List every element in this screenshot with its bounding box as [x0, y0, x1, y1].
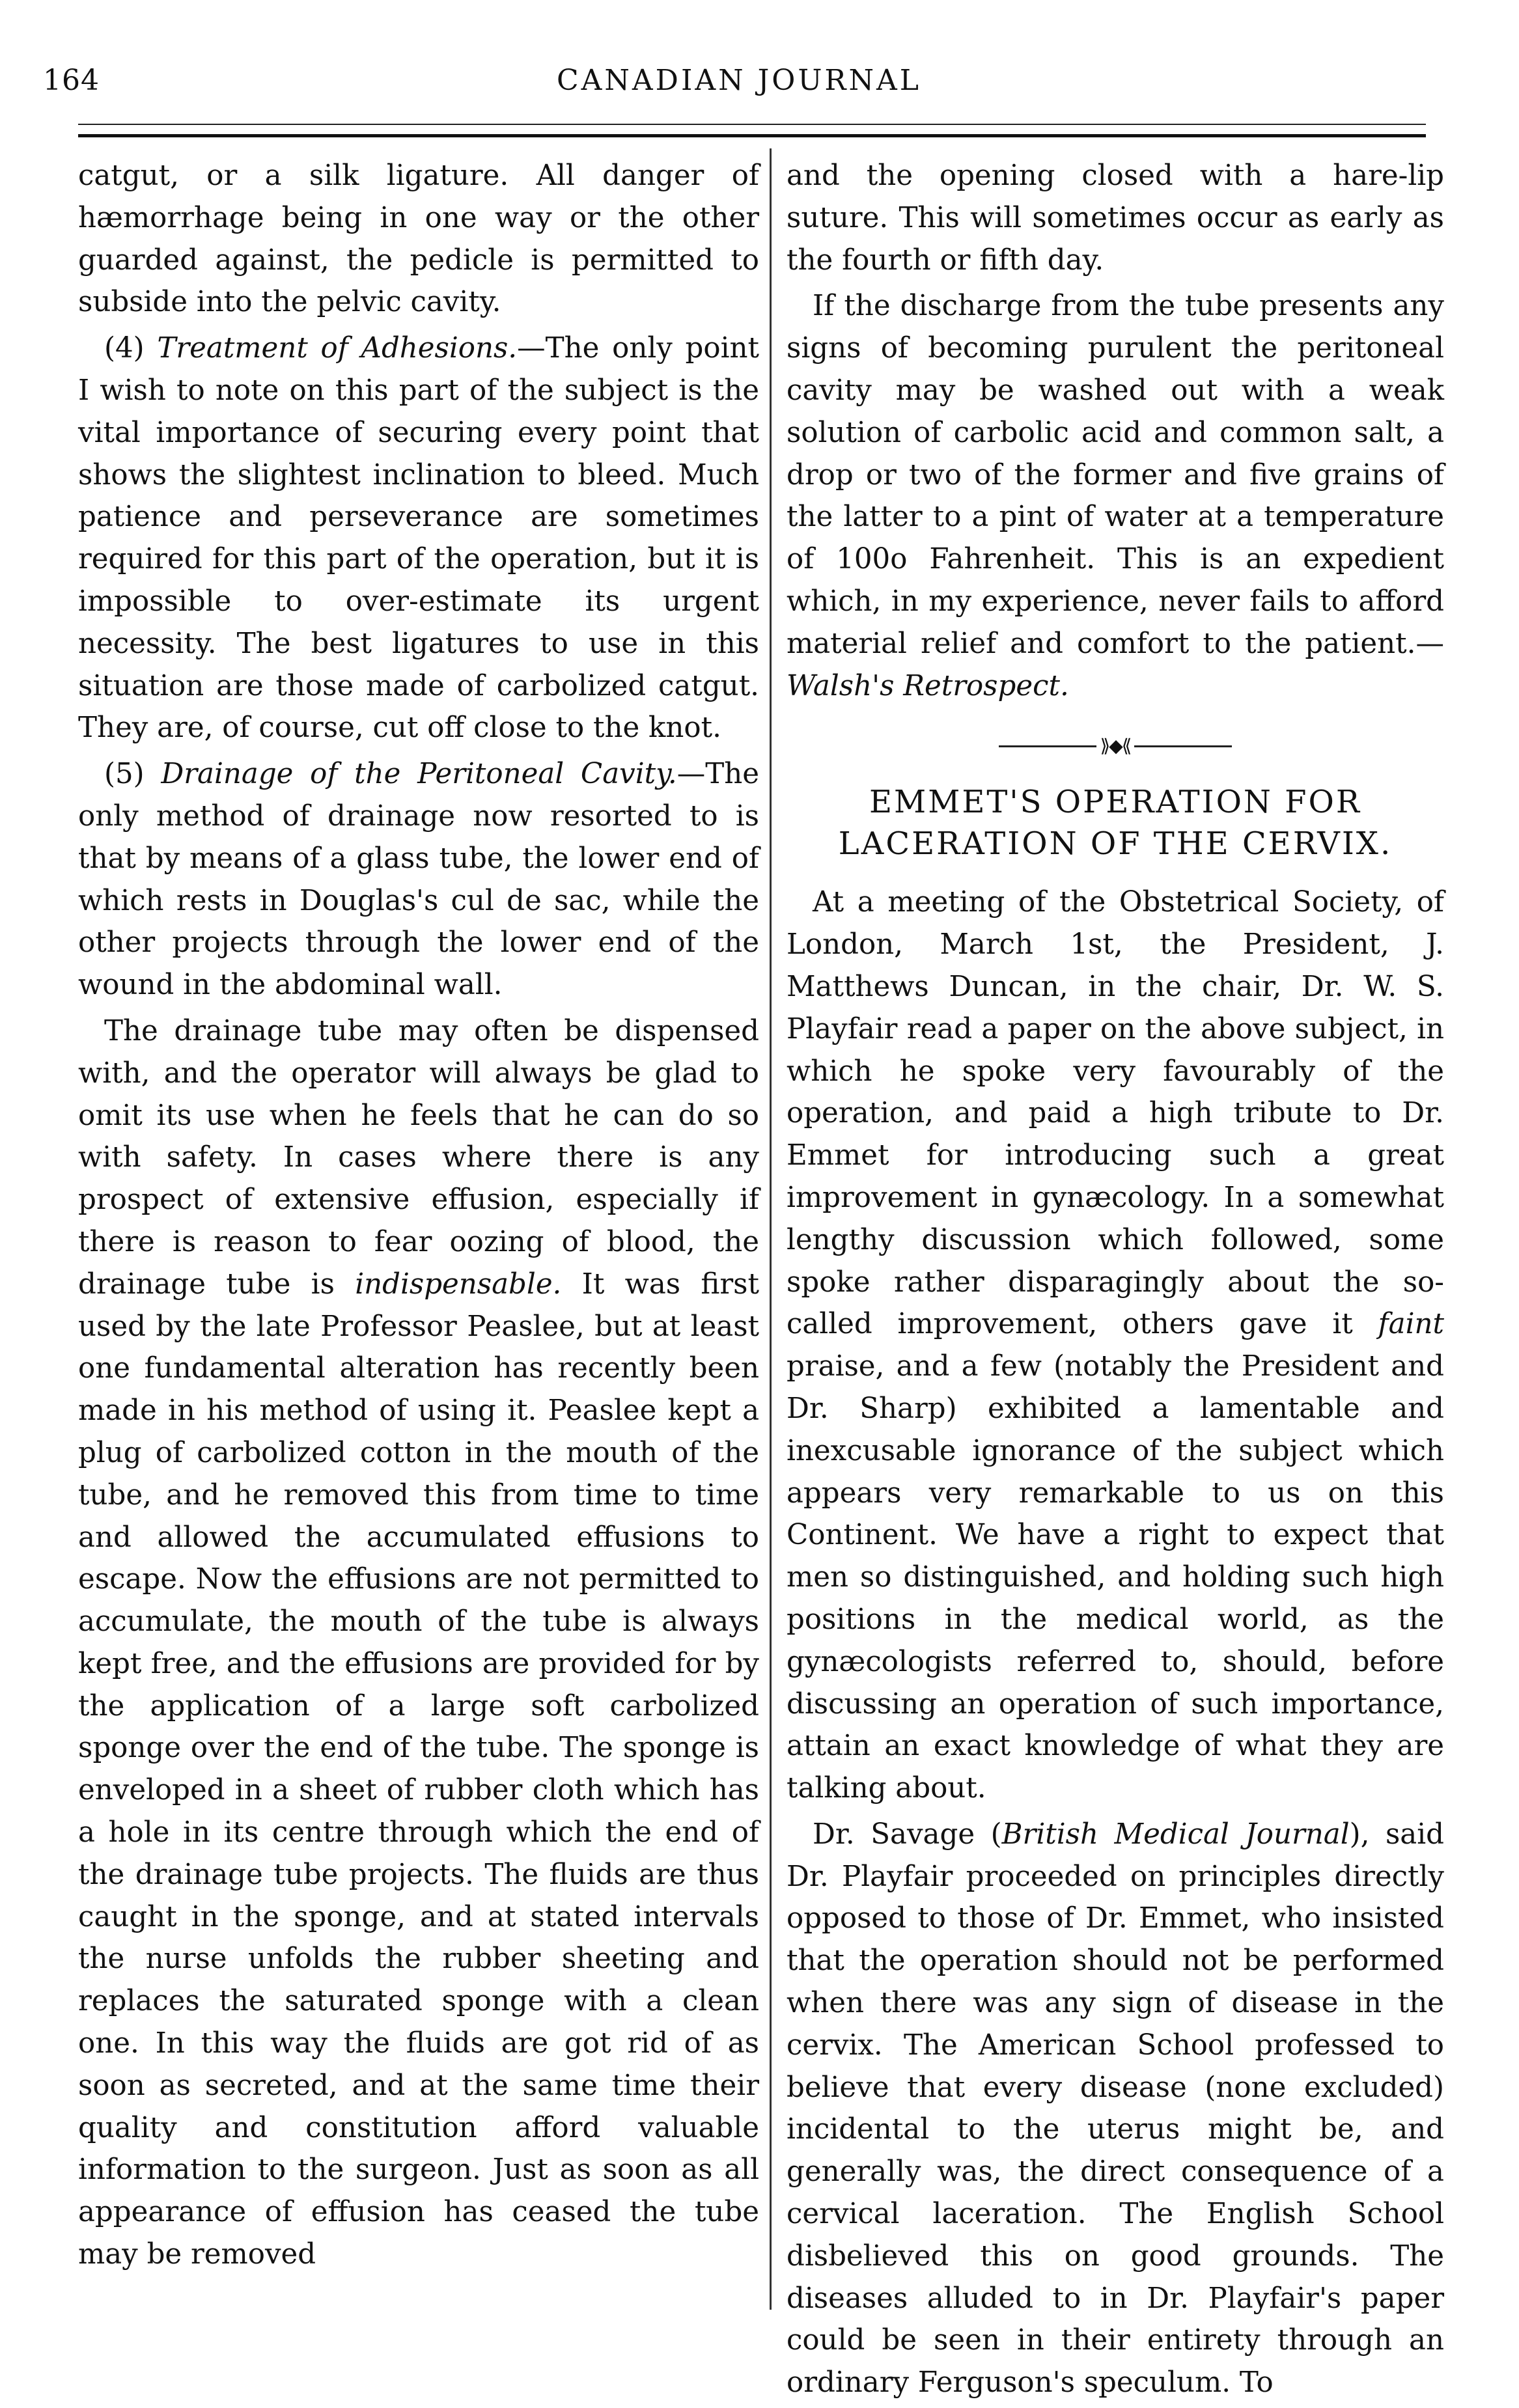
- section-number: (5): [104, 758, 161, 791]
- header-rule-thin: [78, 124, 1426, 125]
- paragraph-body: —The only method of drainage now resorted to is that by means of a glass tube, the lower end of which rests in Douglas's cul de sac, while the other projects through the lower end of the wound in the abdominal wall.: [78, 758, 759, 1002]
- article-title: EMMET'S OPERATION FOR LACERATION OF THE CERVIX.: [838, 784, 1393, 863]
- section-number: (4): [104, 332, 158, 365]
- section-ornament: [787, 727, 1444, 766]
- paragraph-text: It was first used by the late Professor Peaslee, but at least one fundamental alteration has recently been made in his method of using it. Peaslee kept a plug of carbolized cotton in the mouth of the tube, and he removed this from time to time and allowed the accumulated effusions to escape. Now the effusions are not permitted to accumulate, the mouth of the tube is always kept free, and the effusions are provided for by the application of a large soft carbolized sponge over the end of the tube. The sponge is enveloped in a sheet of rubber cloth which has a hole in its centre through which the end of the drainage tube projects. The fluids are thus caught in the sponge, and at stated intervals the nurse unfolds the rubber sheeting and replaces the saturated sponge with a clean one. In this way the fluids are got rid of as soon as secreted, and at the same time their quality and constitution afford valuable information to the surgeon. Just as soon as all appearance of effusion has ceased the tube may be removed: [78, 1267, 759, 2271]
- paragraph: and the opening closed with a hare-lip suture. This will sometimes occur as early as the fourth or fifth day.: [787, 159, 1444, 277]
- paragraph-discharge: [787, 285, 1444, 707]
- ornament-line: [999, 745, 1096, 747]
- paragraph-drainage: [78, 753, 759, 1006]
- paragraph-text: At a meeting of the Obstetrical Society, of London, March 1st, the President, J. Matthews Duncan, in the chair, Dr. W. S. Playfair read a paper on the above subject, in which he spoke very favourably of the operation, and paid a high tribute to Dr. Emmet for introducing such a great improvement in gynæcology. In a somewhat lengthy discussion which followed, some spoke rather disparagingly about the so-called improvement, others gave it: [787, 886, 1444, 1341]
- ornament-icon: ⟫◆⟪: [1100, 734, 1131, 756]
- source-citation: Walsh's Retrospect.: [787, 669, 1069, 702]
- right-column: [787, 155, 1444, 2408]
- left-column: [78, 155, 759, 2280]
- running-title: CANADIAN JOURNAL: [556, 64, 922, 97]
- section-heading: Drainage of the Peritoneal Cavity.: [161, 758, 677, 791]
- page-header: [39, 64, 1439, 109]
- header-rule-thick: [78, 134, 1426, 137]
- paragraph-adhesions: [78, 327, 759, 749]
- paragraph-text: ), said Dr. Playfair proceeded on principles directly opposed to those of Dr. Emmet, who insisted that the operation should not be performed when there was any sign of disease in the cervix. The American School professed to believe that every disease (none excluded) incidental to the uterus might be, and generally was, the direct consequence of a cervical laceration. The English School disbelieved this on good grounds. The diseases alluded to in Dr. Playfair's paper could be seen in their entirety through an ordinary Ferguson's speculum. To: [787, 1818, 1444, 2400]
- paragraph-text: The drainage tube may often be dispensed with, and the operator will always be glad to omit its use when he feels that he can do so with safety. In cases where there is any prospect of extensive effusion, especially if there is reason to fear oozing of blood, the drainage tube is: [78, 1014, 759, 1301]
- paragraph-text: Dr. Savage (: [813, 1818, 1002, 1851]
- paragraph-meeting: [787, 881, 1444, 1810]
- column-divider: [770, 148, 772, 2310]
- paragraph-savage: [787, 1814, 1444, 2404]
- paragraph-text: praise, and a few (notably the President and Dr. Sharp) exhibited a lamentable and inexcusable ignorance of the subject which appears very remarkable to us on this Continent. We have a right to expect that men so distinguished, and holding such high positions in the medical world, as the gynæcologists referred to, should, before discussing an operation of such importance, attain an exact knowledge of what they are talking about.: [787, 1350, 1444, 1805]
- emphasis: faint: [1378, 1308, 1444, 1341]
- paragraph-text: If the discharge from the tube presents any signs of becoming purulent the peritoneal cavity may be washed out with a weak solution of carbolic acid and common salt, a drop or two of the former and five grains of the latter to a pint of water at a temperature of 100o Fahrenheit. This is an expedient which, in my experience, never fails to afford material relief and comfort to the patient.—: [787, 290, 1444, 660]
- page-number: 164: [43, 64, 100, 97]
- paragraph-body: —The only point I wish to note on this part of the subject is the vital importance of securing every point that shows the slightest inclination to bleed. Much patience and perseverance are sometimes required for this part of the operation, but it is impossible to over-estimate its urgent necessity. The best ligatures to use in this situation are those made of carbolized catgut. They are, of course, cut off close to the knot.: [78, 332, 759, 745]
- emphasis: indispensable.: [355, 1267, 562, 1301]
- journal-citation: British Medical Journal: [1001, 1818, 1350, 1851]
- section-heading: Treatment of Adhesions.: [157, 332, 518, 365]
- paragraph: catgut, or a silk ligature. All danger of hæmorrhage being in one way or the other guarded against, the pedicle is permitted to subside into the pelvic cavity.: [78, 159, 759, 319]
- ornament-line: [1134, 745, 1232, 747]
- paragraph-drainage-tube: [78, 1010, 759, 2276]
